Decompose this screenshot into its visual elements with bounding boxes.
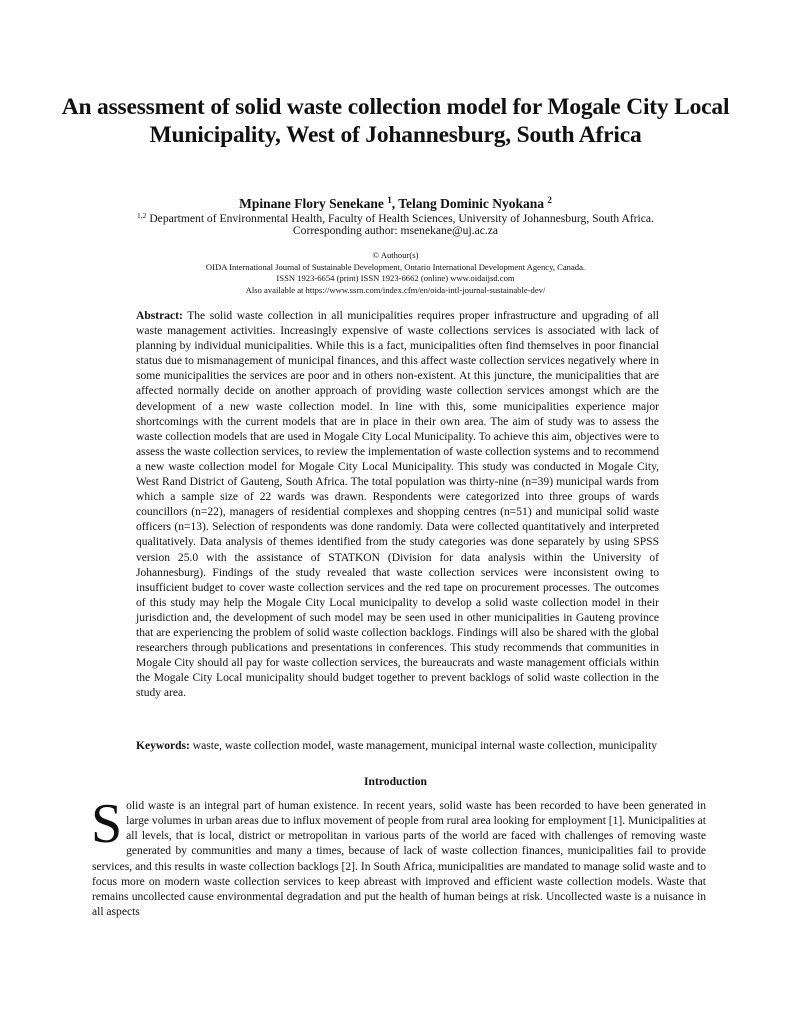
abstract: [136, 309, 659, 701]
journal-name: OIDA International Journal of Sustainable Development, Ontario International Development Agency, Canada.: [205, 261, 586, 272]
abstract-text: The solid waste collection in all municipalities requires proper infrastructure and upgrading of all waste management activities. Increasingly expensive of waste collections services is associated with lack of planning by individual municipalities. While this is a fact, municipalities often find themselves in poor financial status due to mismanagement of municipal finances, and this affect waste collection services negatively where in some municipalities the services are poor and in others non-existent. At this juncture, the municipalities that are affected normally decide on another approach of providing waste collection services amongst which are the development of a new waste collection model. In line with this, some municipalities experience major shortcomings with the current models that are in place in their own area. The aim of study was to assess the waste collection models that are used in Mogale City Local Municipality. To achieve this aim, objectives were to assess the waste collection services, to review the implementation of waste collection systems and to recommend a new waste collection model for Mogale City Local Municipality. This study was conducted in Mogale City, West Rand District of Gauteng, South Africa. The total population was thirty-nine (n=39) municipal wards from which a sample size of 22 wards was drawn. Respondents were categorized into three groups of wards councillors (n=22), managers of residential complexes and shopping centres (n=51) and municipal solid waste officers (n=13). Selection of respondents was done randomly. Data were collected quantitatively and interpreted qualitatively. Data analysis of themes identified from the study categories was done separately by using SPSS version 25.0 with the assistance of STATKON (Division for data analysis within the University of Johannesburg). Findings of the study revealed that waste collection services were inconsistent owing to insufficient budget to cover waste collection services and the red tape on procurement processes. The outcomes of this study may help the Mogale City Local municipality to develop a solid waste collection model in their jurisdiction and, the development of such model may be seen used in other municipalities in Gauteng province that are experiencing the problem of solid waste collection backlogs. Findings will also be shared with the global researchers through publications and presentations in conferences. This study recommends that communities in Mogale City should all pay for waste collection services, the bureaucrats and waste management officials within the Mogale City Local municipality should budget together to prevent backlogs of solid waste collection in the study area.: [136, 310, 659, 700]
abstract-label: Abstract:: [136, 310, 183, 322]
publication-meta: [60, 250, 731, 296]
introduction-text: olid waste is an integral part of human existence. In recent years, solid waste has been recorded to have been generated in large volumes in urban areas due to influx movement of people from rural area looking for employment [1]. Municipalities at all levels, that is local, district or metropolitan in various parts of the world are faced with challenges of removing waste generated by communities and many a times, because of lack of waste collection finances, municipalities fail to provide services, and this results in waste collection backlogs [2]. In South Africa, municipalities are mandated to manage solid waste and to focus more on modern waste collection services to keep abreast with improved and efficient waste collection models. Waste that remains uncollected cause environmental degradation and put the health of human beings at risk. Uncollected waste is a nuisance in all aspects: [92, 800, 706, 919]
availability-link[interactable]: Also available at https://www.ssrn.com/index.cfm/en/oida-intl-journal-sustainable-dev/: [245, 284, 546, 295]
drop-cap: S: [91, 793, 123, 855]
keywords: [136, 739, 659, 754]
keywords-text: waste, waste collection model, waste management, municipal internal waste collection, municipality: [189, 740, 658, 752]
affiliation-marks: 1,2: [137, 211, 147, 220]
section-heading-introduction: Introduction: [364, 775, 427, 788]
corresponding-author: Corresponding author: msenekane@uj.ac.za: [292, 224, 499, 237]
affiliation-text: Department of Environmental Health, Faculty of Health Sciences, University of Johannesburg, South Africa.: [149, 212, 654, 225]
introduction-paragraph: [91, 793, 706, 920]
paper-title: An assessment of solid waste collection model for Mogale City Local Municipality, West of Johannesburg, South Africa: [61, 94, 730, 148]
author-name: Telang Dominic Nyokana: [398, 196, 545, 211]
keywords-label: Keywords:: [136, 740, 190, 752]
issn-line: ISSN 1923-6654 (print) ISSN 1923-6662 (online) www.oidaijsd.com: [276, 273, 515, 284]
author-separator: ,: [391, 196, 399, 211]
author-name: Mpinane Flory Senekane: [239, 196, 384, 211]
affiliation-mark: 2: [547, 195, 552, 205]
affiliation-mark: 1: [387, 195, 392, 205]
copyright-notice: © Authour(s): [372, 250, 419, 260]
